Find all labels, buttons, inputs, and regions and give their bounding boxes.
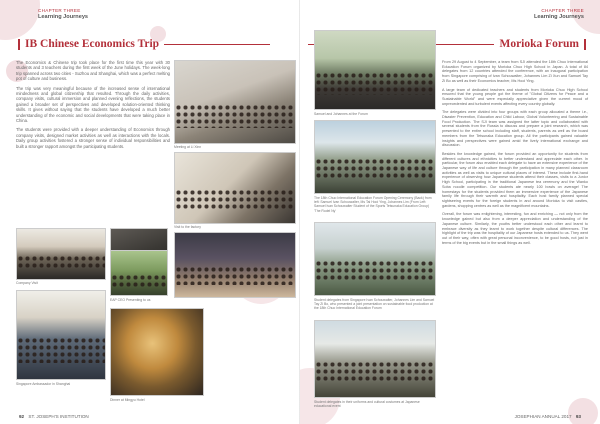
- photo-caption: The 18th Chuo International Education Forum Opening Ceremony (Back) from left: Samuel Ivan Schouwalter, Ms Tai Hooi Ying, Johannes Lim (From Left: Samuel Ivan Schouwalter Student of the Sports Tetsunaka Education Group) 'The Rodel Ny': [314, 196, 432, 213]
- decor-circle: [0, 0, 40, 40]
- footer-source: ST. JOSEPH'S INSTITUTION: [28, 414, 89, 419]
- body-paragraph: The students were provided with a deeper understanding of Economics through company visits, designed market activities as well as interactions with the locals. Daily group activities fostered a stronger sense of individual responsibilities and built a stronger rapport amongst the participating students.: [16, 127, 170, 149]
- stage-photo: [314, 120, 436, 194]
- photo-caption: Student delegates from Singapore Ivan Schouwalter, Johannes Lim and Samuel Tay Zi Bo, who presented a joint presentation on sustainable food production at the 18th Chuo International Education Forum: [314, 298, 435, 311]
- photo-caption: Samuel and Johannes at the Forum: [314, 112, 368, 116]
- photo-caption: Visit to the factory: [174, 225, 201, 229]
- body-paragraph: A large team of dedicated teachers and students from Morioka Chuo High School ensured that the young people got the theme of "Global Citizens for Peace and a Sustainable World" and were especially appreciative given the current mood of unprecedented and turbulent events affecting every country globally.: [442, 87, 588, 106]
- body-paragraph: The Economics & Chinese trip took place for the first time this year with 30 students and 3 teachers during the first week of the June holidays. The week-long trip spanned across two cities - Suzhou and Shanghai, which was a perfect melting pot of culture and business.: [16, 60, 170, 82]
- photo-caption: Dinner at Mingyu Hotel: [110, 398, 145, 402]
- page-number: 92: [19, 414, 25, 419]
- body-paragraph: The delegates were divided into four groups with each group allocated a theme i.e., Disaster Prevention, Education and Child Labour, Global Volunteering and Sustainable Food Production. The SJI team was assigned the latter topic and collaborated with several students from the Russia to discuss and prepare a joint research, which was presented to the entire school including staff, students, parents as well as the board members from the Tetsunaka Education group. All the participants gained valuable insights and perspectives were gained amid the lively international exchange and discussion.: [442, 110, 588, 148]
- page-footer: [16, 414, 89, 419]
- photo-caption: Student delegates in their uniforms and cultural costumes at Japanese educational event: [314, 400, 420, 409]
- photo-caption: Company Visit: [16, 281, 38, 285]
- page-footer: [515, 414, 584, 419]
- students-photo: [314, 222, 436, 296]
- forum-top-photo: [314, 30, 436, 110]
- article-title: IB Chinese Economics Trip: [25, 38, 160, 50]
- title-bar: [584, 39, 586, 50]
- section-label: Learning Journeys: [38, 14, 89, 20]
- title-bar: [18, 39, 20, 50]
- page-number: 93: [575, 414, 581, 419]
- meeting-photo: [174, 60, 296, 144]
- body-paragraph: The trip was very meaningful because of the increased sense of international mindedness and global citizenship that resulted. Through the daily activities, company visits, cultural immersion and planned evening reflections, the students gained a broader set of perspectives and developed solution-oriented thinking skills. It gives without saying that the students have developed a much better understanding of the economic and social developments that were taking place in China.: [16, 85, 170, 124]
- photo-caption: Singapore Ambassador in Shanghai: [16, 382, 71, 386]
- event-photo: [174, 232, 296, 298]
- company-photo: [16, 228, 106, 280]
- footer-source: JOSEPHIAN ANNUAL 2017: [514, 414, 572, 419]
- body-paragraph: From 29 August to 4 September, a team from SJI attended the 18th Chuo International Education Forum organized by Morioka Chuo High School in Japan. A total of 84 delegates from 12 countries attended the conference, with an inaugural participation from Singapore comprising of Ivan Schouwalter, Johannes Lim Zi Xun and Samuel Tay Zi Bo as well as their Economics teacher, Ms Hooi Ying.: [442, 60, 588, 83]
- section-label: Learning Journeys: [533, 14, 584, 20]
- article-title: Morioka Forum: [499, 38, 579, 50]
- body-paragraph: Overall, the forum was enlightening, interesting, fun and enriching — not only from the knowledge gained but also from a deeper appreciation and understanding of the Japanese culture. Similarly, the youths better understood each other and learnt to embrace diversity as they learnt to work together despite cultural differences. The highlight of the trip was the hospitality of our Japanese hosts extended to us. They went out of their way, often with great personal inconvenience, to be good hosts, not just in terms of the big events but in the small things as well.: [442, 212, 588, 245]
- decor-circle: [568, 398, 598, 424]
- article-body: [442, 60, 588, 249]
- chapter-label: CHAPTER THREE: [541, 8, 584, 13]
- article-title-row: [18, 38, 270, 50]
- photo-caption: EAP CEO Presenting to us: [110, 298, 151, 302]
- title-rule: [164, 44, 270, 45]
- ambassador-photo: [16, 290, 106, 380]
- ceo-photo: [110, 250, 168, 296]
- body-paragraph: Besides the knowledge gained, the forum provided an opportunity for students from different cultures and ethnicities to better understand and appreciate each other. In particular, the forum also enabled each delegate to have an extensive experience of the Japanese way of life and culture through the participation in many planned classroom activities as well as visits to unique cultural places of interest. These include first-hand experience of observing how Japanese students attend their classes, visits to a Junior High School, participating in the traditional Japanese tea ceremony and the Wanko Soba noodle competition. Our students ate nearly 100 bowls on average! The homestays for the students provided them an immersive experience of the Japanese family life through their warmth and hospitality. Each host family planned special sightseeing events for the foreign students in and around Morioka to visit castles, gardens, shopping centres as well as the magnificent mountains.: [442, 151, 588, 208]
- costume-photo: [314, 320, 436, 398]
- photo-caption: Meeting at Li Xinn: [174, 145, 202, 149]
- dinner-photo: [110, 308, 204, 396]
- article-body: [16, 60, 170, 153]
- factory-photo: [174, 152, 296, 224]
- right-page: [300, 0, 600, 424]
- page-header: [534, 8, 584, 20]
- page-header: [38, 8, 88, 20]
- chapter-label: CHAPTER THREE: [38, 8, 81, 13]
